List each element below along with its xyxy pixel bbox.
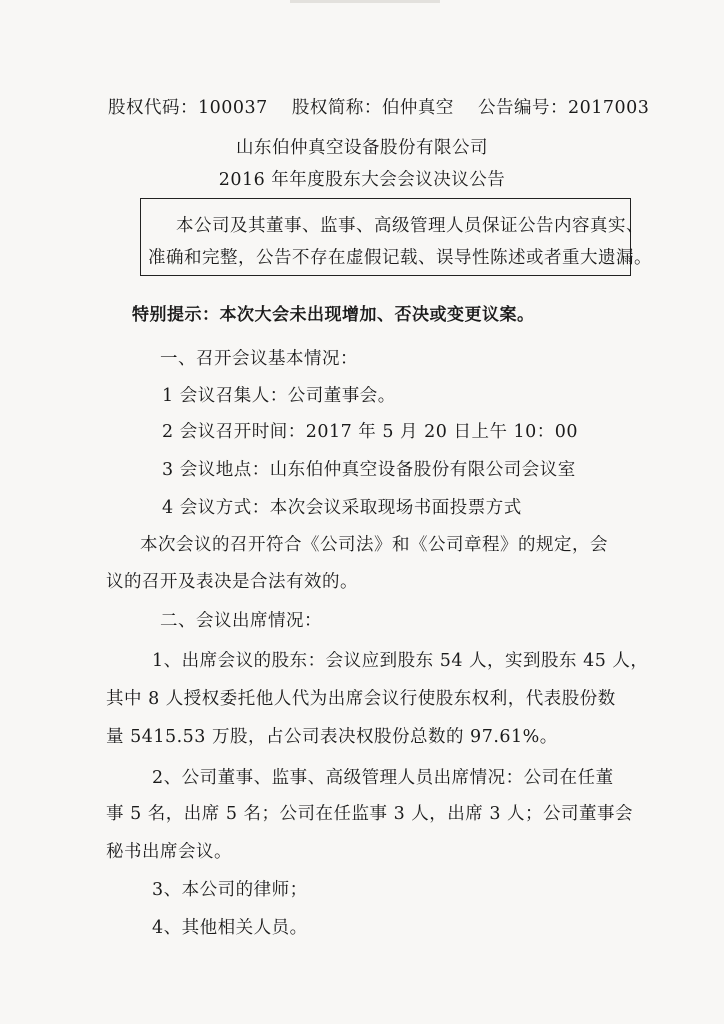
- disclaimer-line-1: 本公司及其董事、监事、高级管理人员保证公告内容真实、: [176, 216, 644, 236]
- attendance-officers-line-3: 秘书出席会议。: [106, 842, 232, 862]
- document-header: [108, 94, 649, 119]
- meeting-convener: 1 会议召集人：公司董事会。: [162, 386, 396, 406]
- scan-artifact: [290, 0, 440, 3]
- notice-number: 公告编号：2017003: [477, 98, 650, 118]
- attendance-others: 4、其他相关人员。: [152, 918, 308, 938]
- legality-paragraph-line-2: 议的召开及表决是合法有效的。: [106, 572, 358, 592]
- section-heading-attendance: 二、会议出席情况：: [160, 611, 322, 631]
- company-name: 山东伯仲真空设备股份有限公司: [236, 138, 488, 158]
- attendance-officers-line-2: 事 5 名，出席 5 名；公司在任监事 3 人，出席 3 人；公司董事会: [106, 804, 634, 824]
- special-tip: 特别提示：本次大会未出现增加、否决或变更议案。: [132, 305, 535, 325]
- meeting-method: 4 会议方式：本次会议采取现场书面投票方式: [162, 498, 522, 518]
- disclaimer-line-2: 准确和完整，公告不存在虚假记载、误导性陈述或者重大遗漏。: [148, 248, 652, 268]
- attendance-shareholders-line-1: 1、出席会议的股东：会议应到股东 54 人，实到股东 45 人，: [152, 651, 649, 671]
- section-heading-meeting-info: 一、召开会议基本情况：: [160, 349, 358, 369]
- attendance-lawyer: 3、本公司的律师；: [152, 880, 308, 900]
- attendance-officers-line-1: 2、公司董事、监事、高级管理人员出席情况：公司在任董: [152, 768, 614, 788]
- stock-code: 股权代码：100037: [108, 98, 268, 118]
- stock-name: 股权简称：伯仲真空: [291, 98, 454, 118]
- meeting-time: 2 会议召开时间：2017 年 5 月 20 日上午 10：00: [162, 422, 579, 442]
- meeting-location: 3 会议地点：山东伯仲真空设备股份有限公司会议室: [162, 460, 576, 480]
- legality-paragraph-line-1: 本次会议的召开符合《公司法》和《公司章程》的规定，会: [140, 535, 608, 555]
- attendance-shareholders-line-3: 量 5415.53 万股，占公司表决权股份总数的 97.61%。: [106, 727, 558, 747]
- document-title: 2016 年年度股东大会会议决议公告: [218, 170, 506, 190]
- attendance-shareholders-line-2: 其中 8 人授权委托他人代为出席会议行使股东权利，代表股份数: [106, 689, 616, 709]
